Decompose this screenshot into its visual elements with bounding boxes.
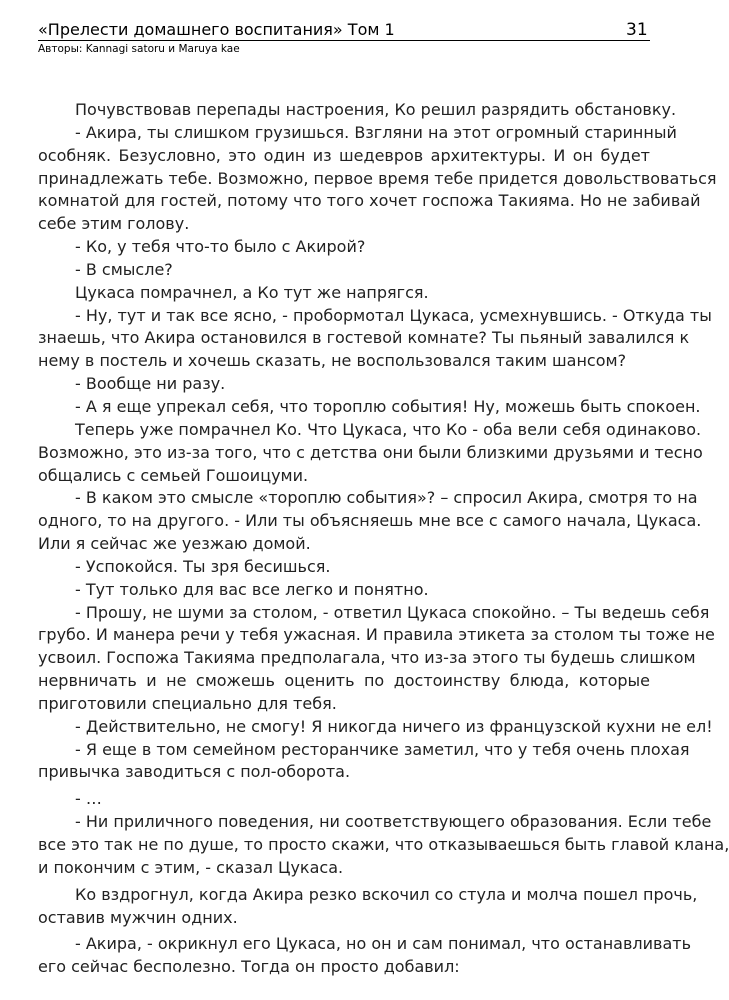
text-line: - В смысле? <box>75 259 173 279</box>
text-line: усвоил. Госпожа Такияма предполагала, что из-за этого ты будешь слишком <box>38 648 696 668</box>
text-line: - Акира, - окрикнул его Цукаса, но он и сам понимал, что останавливать <box>75 934 691 954</box>
text-line: - Ни приличного поведения, ни соответствующего образования. Если тебе <box>75 812 712 832</box>
text-line: и покончим с этим, - сказал Цукаса. <box>38 857 344 877</box>
body-text <box>38 99 729 979</box>
text-line: - Прошу, не шуми за столом, - ответил Цукаса спокойно. – Ты ведешь себя <box>75 602 710 622</box>
text-line: общались с семьей Гошоицуми. <box>38 465 309 485</box>
text-line: оставив мужчин одних. <box>38 907 238 927</box>
page-header <box>38 20 650 56</box>
text-line: Или я сейчас же уезжаю домой. <box>38 534 311 554</box>
text-line: - Акира, ты слишком грузишься. Взгляни на этот огромный старинный <box>75 122 677 142</box>
text-line: знаешь, что Акира остановился в гостевой комнате? Ты пьяный завалился к <box>38 328 690 348</box>
text-line: - Я еще в том семейном ресторанчике заметил, что у тебя очень плохая <box>75 739 690 759</box>
book-title: «Прелести домашнего воспитания» Том 1 <box>38 20 395 39</box>
text-line: Возможно, это из-за того, что с детства они были близкими друзьями и тесно <box>38 442 703 462</box>
text-line: - … <box>75 789 102 809</box>
text-line: грубо. И манера речи у тебя ужасная. И правила этикета за столом ты тоже не <box>38 625 715 645</box>
text-line: Теперь уже помрачнел Ко. Что Цукаса, что Ко - оба вели себя одинаково. <box>75 419 702 439</box>
text-line: комнатой для гостей, потому что того хочет госпожа Такияма. Но не забивай <box>38 191 701 211</box>
text-line: все это так не по душе, то просто скажи, что отказываешься быть главой клана, <box>38 835 729 854</box>
text-line: нервничать и не сможешь оценить по достоинству блюда, которые <box>38 671 650 691</box>
text-line: нему в постель и хочешь сказать, не воспользовался таким шансом? <box>38 351 627 371</box>
text-line: - Ну, тут и так все ясно, - пробормотал Цукаса, усмехнувшись. - Откуда ты <box>75 305 712 325</box>
text-line: - Успокойся. Ты зря бесишься. <box>75 556 331 576</box>
text-line: - Тут только для вас все легко и понятно. <box>75 579 429 599</box>
text-line: - В каком это смысле «тороплю события»? – спросил Акира, смотря то на <box>75 488 698 508</box>
text-line: - Действительно, не смогу! Я никогда ничего из французской кухни не ел! <box>75 716 713 736</box>
text-line: - Ко, у тебя что-то было с Акирой? <box>75 237 366 257</box>
text-line: привычка заводиться с пол-оборота. <box>38 762 351 782</box>
text-line: приготовили специально для тебя. <box>38 693 337 713</box>
text-line: - А я еще упрекал себя, что тороплю события! Ну, можешь быть спокоен. <box>75 396 701 416</box>
authors-line: Авторы: Kannagi satoru и Maruya kae <box>38 43 240 55</box>
text-line: - Вообще ни разу. <box>75 374 226 394</box>
page-number: 31 <box>626 20 648 40</box>
text-line: особняк. Безусловно, это один из шедевров архитектуры. И он будет <box>38 145 650 165</box>
text-line: одного, то на другого. - Или ты объясняешь мне все с самого начала, Цукаса. <box>38 511 702 531</box>
text-line: Цукаса помрачнел, а Ко тут же напрягся. <box>75 282 429 302</box>
text-line: Ко вздрогнул, когда Акира резко вскочил со стула и молча пошел прочь, <box>75 884 698 904</box>
text-line: себе этим голову. <box>38 214 190 234</box>
text-line: принадлежать тебе. Возможно, первое время тебе придется довольствоваться <box>38 168 717 188</box>
text-line: Почувствовав перепады настроения, Ко решил разрядить обстановку. <box>75 100 677 119</box>
text-line: его сейчас бесполезно. Тогда он просто добавил: <box>38 957 460 977</box>
header-rule <box>38 20 650 41</box>
